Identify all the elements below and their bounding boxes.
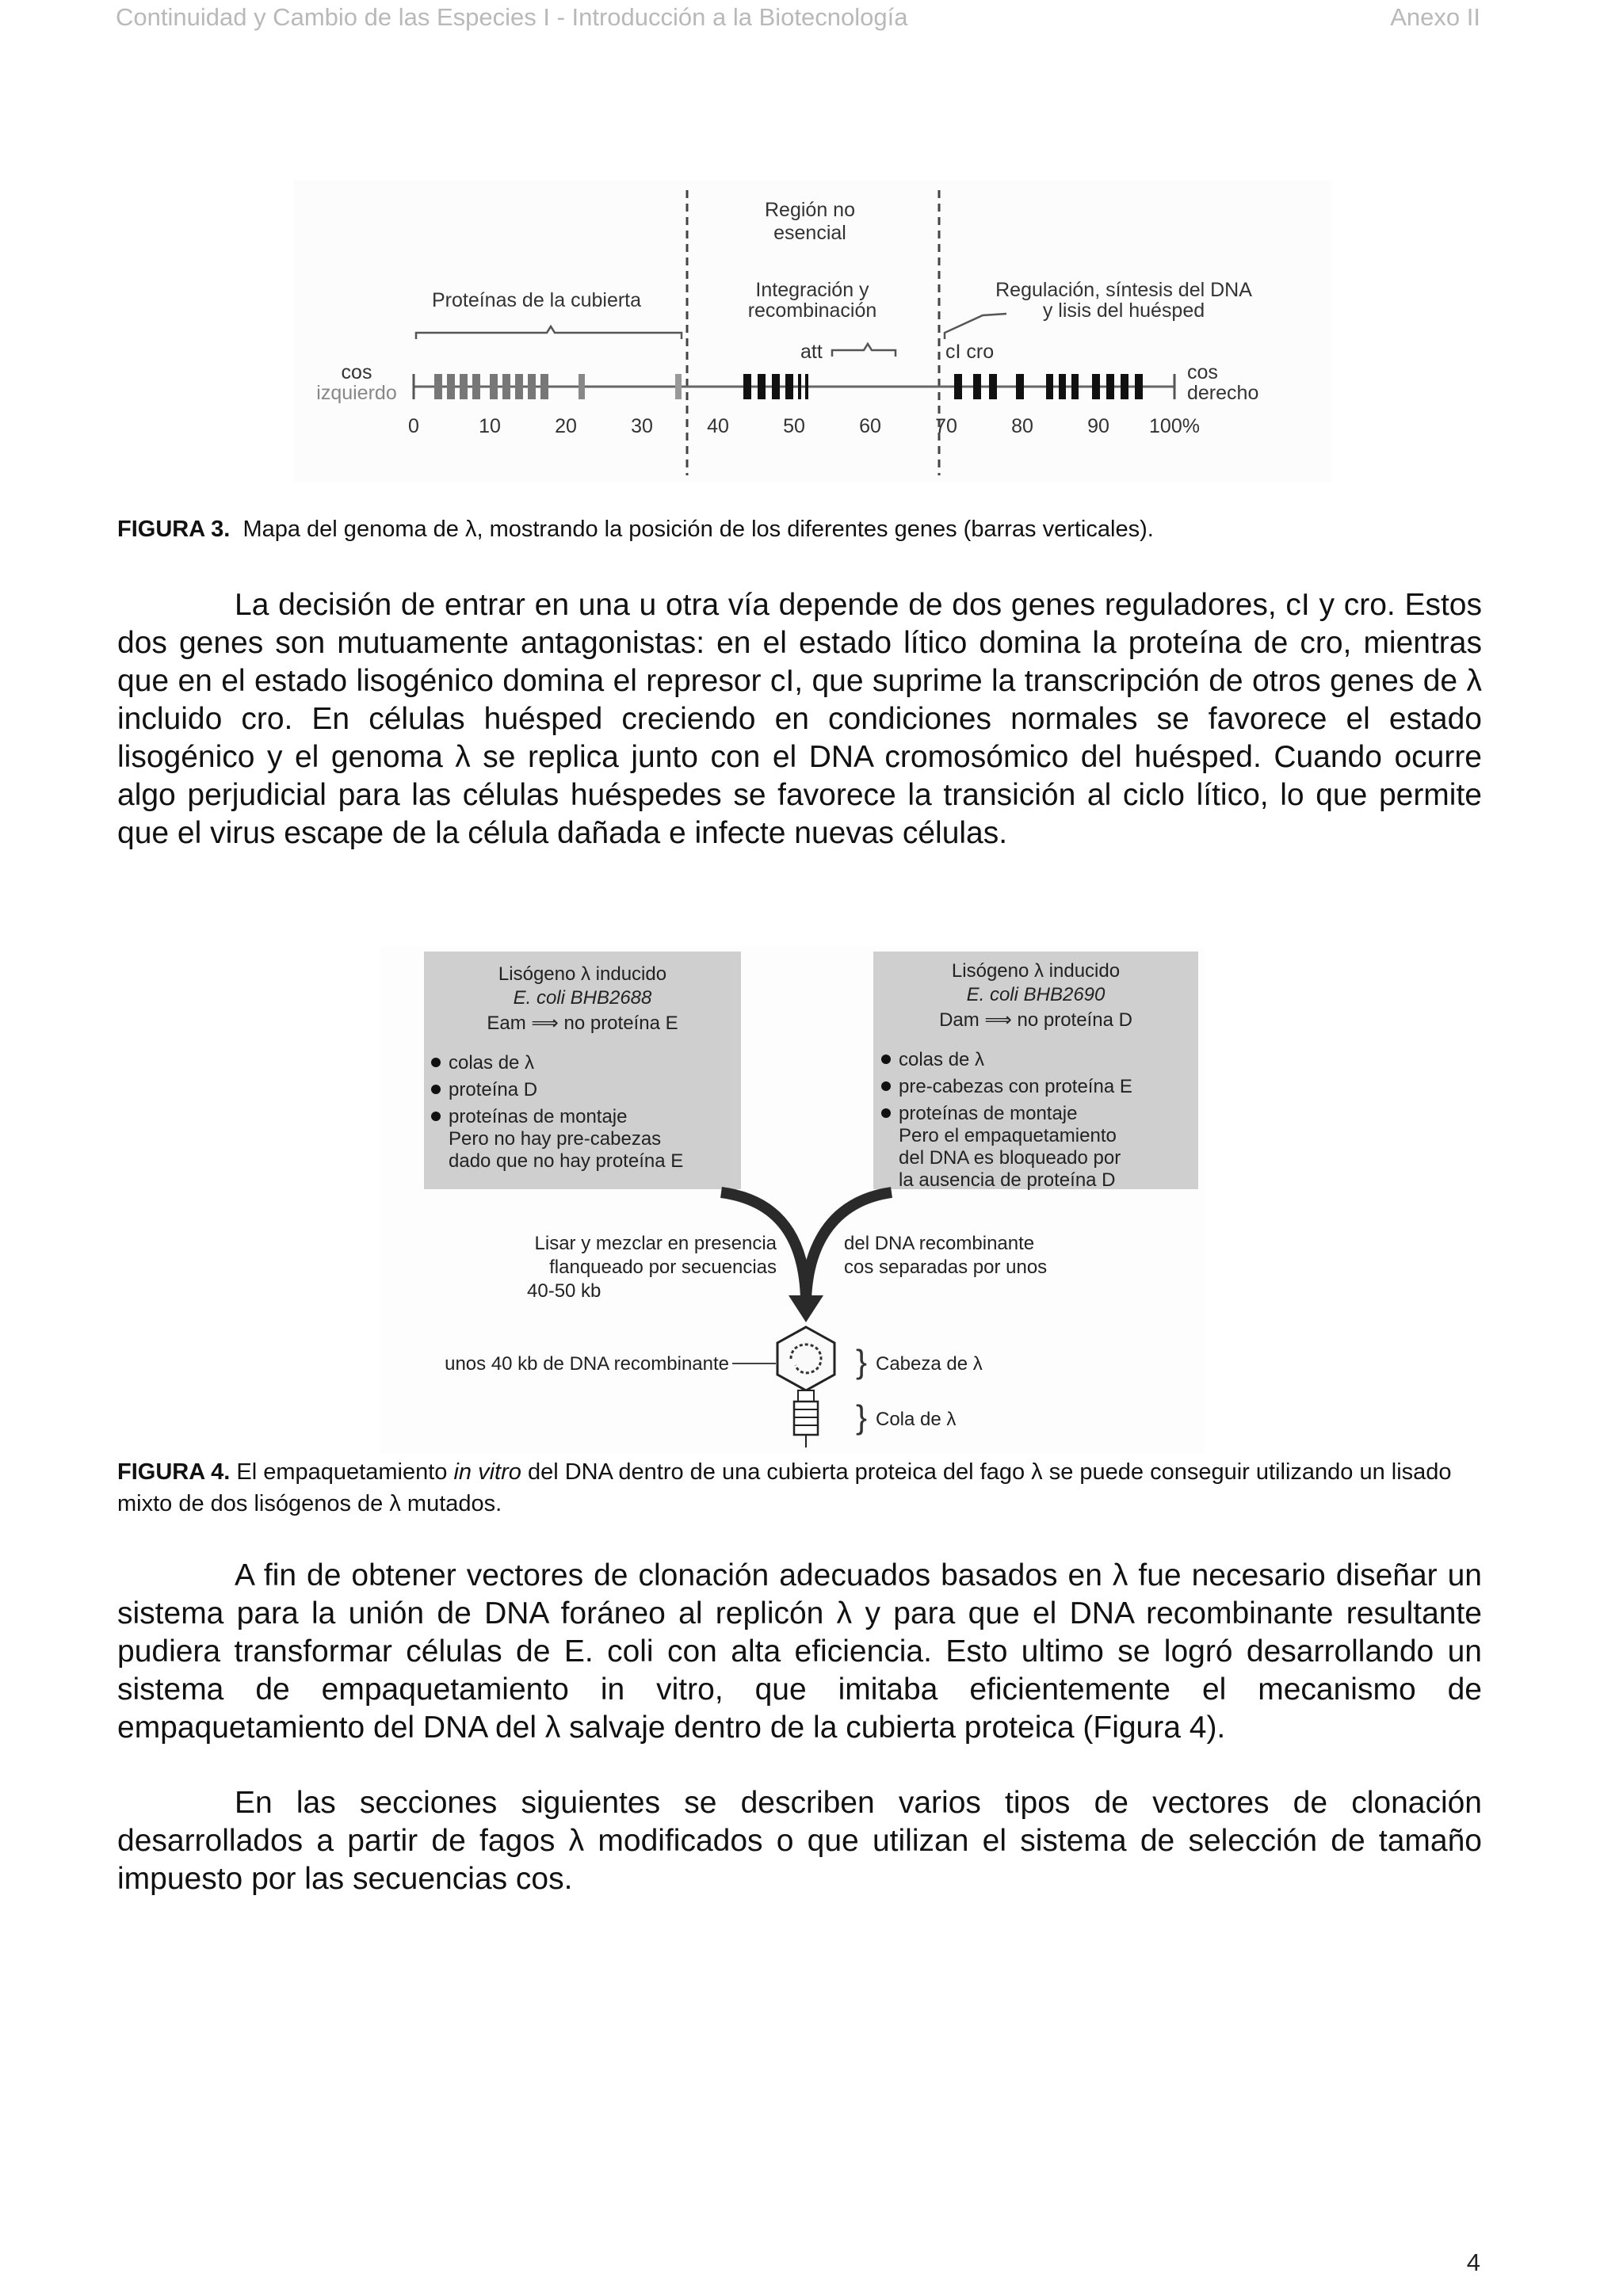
- gene-bar: [1106, 374, 1114, 399]
- gene-bar: [472, 374, 480, 399]
- tick-label: 50: [783, 415, 805, 437]
- left-bullet-1: colas de λ: [449, 1052, 535, 1074]
- gene-bar: [502, 374, 510, 399]
- label-cos-izquierdo: cos: [341, 361, 372, 383]
- brace-head: }: [856, 1343, 868, 1380]
- label-region-no-esencial: Región no: [765, 199, 855, 221]
- phage-head: [777, 1327, 834, 1390]
- gene-bar: [460, 374, 468, 399]
- gene-bar: [1121, 374, 1128, 399]
- caption-text: Mapa del genoma de λ, mostrando la posición de los diferentes genes (barras verticales).: [242, 517, 1154, 542]
- gene-bar: [805, 374, 808, 399]
- gene-bar: [675, 374, 682, 399]
- gene-bar: [1071, 374, 1079, 399]
- right-mutation: Dam ⟹ no proteína D: [939, 1009, 1132, 1031]
- right-bullet-2: pre-cabezas con proteína E: [899, 1076, 1132, 1097]
- left-title: Lisógeno λ inducido: [498, 963, 667, 985]
- figure-3-genome-map: [293, 181, 1331, 482]
- caption-label: FIGURA 4.: [117, 1459, 231, 1485]
- brace-tail: }: [856, 1398, 868, 1436]
- tick-label: 100%: [1149, 415, 1200, 437]
- page-number: 4: [1466, 2248, 1480, 2276]
- label-integracion: Integración y: [755, 279, 869, 301]
- figure-4-packaging: [380, 947, 1205, 1454]
- gene-bar: [758, 374, 766, 399]
- scale-ticks: [408, 415, 1200, 437]
- caption-text-1: El empaquetamiento: [236, 1459, 448, 1485]
- left-note-1: Pero no hay pre-cabezas: [449, 1128, 662, 1150]
- right-bullet-1: colas de λ: [899, 1049, 985, 1070]
- tick-label: 30: [631, 415, 653, 437]
- arrow-head: [789, 1295, 823, 1322]
- brace-att: [832, 344, 896, 357]
- genome-map-svg: [293, 181, 1331, 482]
- gene-bar: [528, 374, 536, 399]
- right-title: Lisógeno λ inducido: [951, 960, 1121, 982]
- tick-label: 80: [1011, 415, 1033, 437]
- gene-bar: [772, 374, 780, 399]
- header-title: Continuidad y Cambio de las Especies I - Introducción a la Biotecnología: [116, 3, 908, 31]
- caption-label: FIGURA 3.: [117, 517, 231, 542]
- gene-bar: [1059, 374, 1066, 399]
- phage-collar: [798, 1390, 814, 1402]
- center-left-3: 40-50 kb: [527, 1280, 601, 1302]
- center-left-2: flanqueado por secuencias: [549, 1257, 777, 1278]
- gene-bar: [743, 374, 751, 399]
- bullet: [881, 1055, 891, 1064]
- gene-bar: [1092, 374, 1100, 399]
- gene-bar: [954, 374, 962, 399]
- right-note-1: Pero el empaquetamiento: [899, 1125, 1117, 1146]
- paragraph-text: A fin de obtener vectores de clonación adecuados basados en λ fue necesario diseñar un sistema para la unión de DNA foráneo al replicón λ y para que el DNA recombinante resultante pudiera transformar células de E. coli con alta eficiencia. Esto ultimo se logró desarrollando un sistema de empaquetamiento in vitro, que imitaba eficientemente el mecanismo de empaquetamiento del DNA del λ salvaje dentro de la cubierta proteica (Figura 4).: [117, 1558, 1482, 1745]
- right-note-3: la ausencia de proteína D: [899, 1169, 1116, 1191]
- brace-proteinas: [416, 326, 682, 339]
- page-header: [0, 3, 1623, 35]
- gene-bar: [434, 374, 442, 399]
- center-right-1: del DNA recombinante: [844, 1233, 1035, 1254]
- gene-bar: [785, 374, 793, 399]
- gene-bar: [540, 374, 548, 399]
- gene-bar: [973, 374, 981, 399]
- caption-italic: in vitro: [453, 1459, 521, 1485]
- label-att: att: [800, 341, 823, 363]
- gene-bar: [798, 374, 801, 399]
- label-recombinacion: recombinación: [747, 299, 877, 322]
- gene-bar: [490, 374, 498, 399]
- center-right-2: cos separadas por unos: [844, 1257, 1048, 1278]
- paragraph-text: La decisión de entrar en una u otra vía depende de dos genes reguladores, cI y cro. Estos dos genes son mutuamente antagonistas: en el estado lítico domina la proteína de cro, mientras que en el estado lisogénico domina el represor cI, que suprime la transcripción de otros genes de λ incluido cro. En células huésped creciendo en condiciones normales se favorece el estado lisogénico y el genoma λ se replica junto con el DNA cromosómico del huésped. Cuando ocurre algo perjudicial para las células huéspedes se favorece la transición al ciclo lítico, lo que permite que el virus escape de la célula dañada e infecte nuevas células.: [117, 588, 1482, 850]
- gene-bar: [579, 374, 585, 399]
- label-proteinas-cubierta: Proteínas de la cubierta: [431, 289, 642, 311]
- tick-label: 40: [707, 415, 729, 437]
- brace-regulacion: [945, 314, 1006, 339]
- bullet: [431, 1112, 441, 1121]
- bullet: [881, 1108, 891, 1118]
- tick-label: 70: [935, 415, 957, 437]
- left-bullet-2: proteína D: [449, 1079, 538, 1100]
- left-mutation: Eam ⟹ no proteína E: [487, 1013, 678, 1034]
- tick-label: 90: [1087, 415, 1109, 437]
- dna-label: unos 40 kb de DNA recombinante: [445, 1353, 729, 1375]
- paragraph-3: [117, 1784, 1482, 1898]
- gene-bar: [447, 374, 455, 399]
- bullet: [881, 1081, 891, 1091]
- caption-text-2: del DNA dentro de una cubierta proteica del fago λ se puede conseguir utilizando un lisado mixto de dos lisógenos de λ mutados.: [117, 1459, 1452, 1516]
- tick-label: 20: [555, 415, 577, 437]
- label-regulacion: Regulación, síntesis del DNA: [995, 279, 1252, 301]
- paragraph-text: En las secciones siguientes se describen varios tipos de vectores de clonación desarrollados a partir de fagos λ modificados o que utilizan el sistema de selección de tamaño impuesto por las secuencias cos.: [117, 1786, 1482, 1896]
- tick-label: 60: [859, 415, 881, 437]
- gene-bar: [1046, 374, 1053, 399]
- bullet: [431, 1085, 441, 1094]
- gene-bar: [1135, 374, 1143, 399]
- left-strain: E. coli BHB2688: [513, 987, 652, 1009]
- head-label: Cabeza de λ: [876, 1353, 983, 1375]
- tail-label: Cola de λ: [876, 1409, 957, 1430]
- label-derecho: derecho: [1187, 382, 1259, 404]
- label-izquierdo: izquierdo: [316, 382, 397, 404]
- label-cos-derecho: cos: [1187, 361, 1218, 383]
- right-bullet-3: proteínas de montaje: [899, 1103, 1078, 1124]
- tick-label: 0: [408, 415, 419, 437]
- gene-bar: [1016, 374, 1024, 399]
- figure-3-caption: [117, 513, 1482, 545]
- label-region-no-esencial-2: esencial: [773, 222, 846, 244]
- header-annex: Anexo II: [1390, 3, 1480, 31]
- packaging-diagram-svg: [380, 947, 1205, 1454]
- bullet: [431, 1058, 441, 1067]
- label-lisis: y lisis del huésped: [1042, 299, 1205, 322]
- label-ci-cro: cI cro: [945, 341, 995, 363]
- right-strain: E. coli BHB2690: [966, 984, 1106, 1005]
- gene-bar: [989, 374, 997, 399]
- left-note-2: dado que no hay proteína E: [449, 1150, 684, 1172]
- right-note-2: del DNA es bloqueado por: [899, 1147, 1121, 1169]
- gene-bar: [515, 374, 523, 399]
- center-left-1: Lisar y mezclar en presencia: [534, 1233, 777, 1254]
- paragraph-2: [117, 1557, 1482, 1747]
- figure-4-caption: [117, 1456, 1482, 1520]
- paragraph-1: [117, 586, 1482, 852]
- left-bullet-3: proteínas de montaje: [449, 1106, 628, 1127]
- tick-label: 10: [479, 415, 501, 437]
